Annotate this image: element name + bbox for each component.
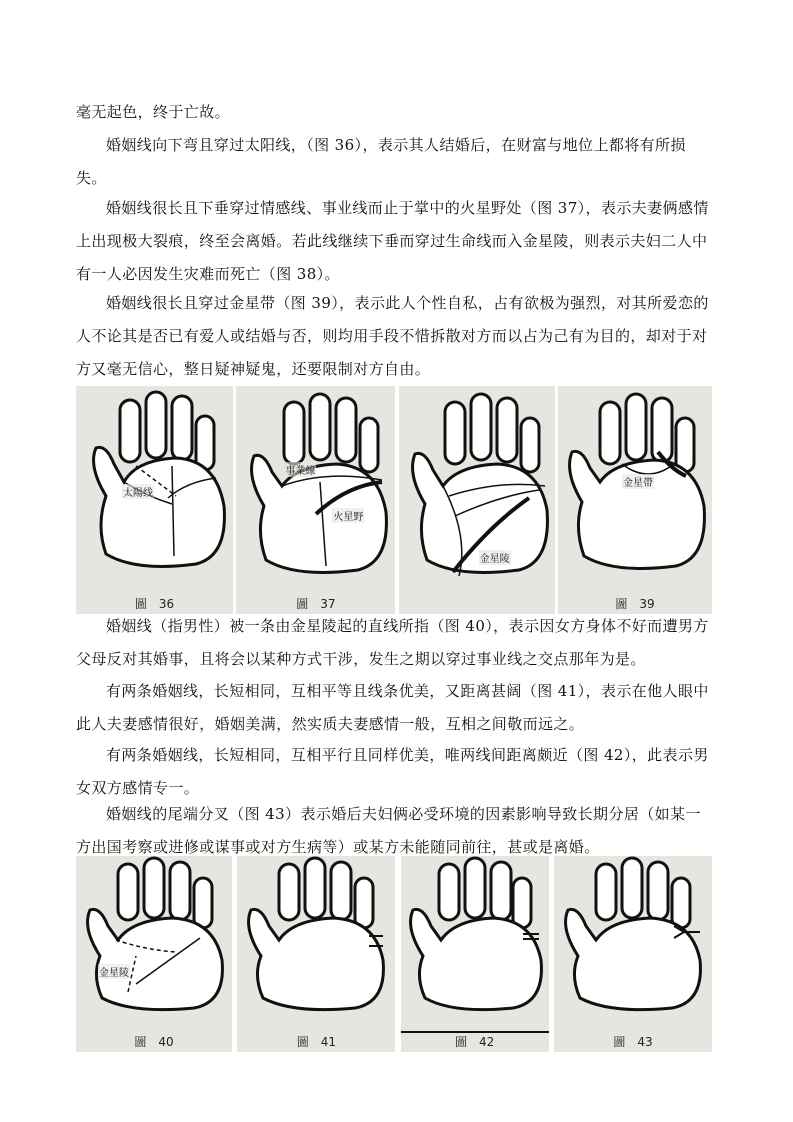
figure-37 (236, 386, 395, 614)
figure-42 (401, 856, 549, 1052)
palm-diagram-icon (554, 856, 712, 1052)
figure-40-caption: 圖 40 (134, 1035, 174, 1049)
palm-diagram-icon (237, 856, 395, 1052)
palm-diagram-icon (558, 386, 712, 614)
figure-40 (76, 856, 232, 1052)
label-sun-line: 太陽线 (122, 484, 154, 499)
palm-diagram-icon (76, 856, 232, 1052)
figure-37-caption: 圖 37 (296, 597, 336, 611)
paragraph-1: 毫无起色，终于亡故。 (76, 103, 231, 121)
figure-43 (554, 856, 712, 1052)
palm-diagram-icon (401, 856, 549, 1052)
palm-diagram-icon (76, 386, 233, 614)
paragraph-2: 婚姻线向下弯且穿过太阳线，（图 36），表示其人结婚后，在财富与地位上都将有所损失。 (76, 136, 686, 187)
paragraph-3: 婚姻线很长且下垂穿过情感线、事业线而止于掌中的火星野处（图 37），表示夫妻俩感情上出现极大裂痕，终至会离婚。若此线继续下垂而穿过生命线而入金星陵，则表示夫妇二人中有一人必因发生灾难而死亡（图 38）。 (76, 199, 709, 283)
palm-diagram-icon (236, 386, 395, 614)
paragraph-6: 有两条婚姻线，长短相同，互相平等且线条优美，又距离甚阔（图 41），表示在他人眼中此人夫妻感情很好，婚姻美满，然实质夫妻感情一般，互相之间敬而远之。 (76, 682, 709, 733)
label-venus-mount: 金星陵 (479, 550, 511, 565)
figure-36-caption: 圖 36 (134, 597, 175, 611)
figure-41 (237, 856, 395, 1052)
figure-39 (558, 386, 712, 614)
figure-39-caption: 圖 39 (615, 597, 655, 611)
figure-38 (399, 386, 555, 614)
figure-row-top (76, 386, 712, 614)
paragraph-5: 婚姻线（指男性）被一条由金星陵起的直线所指（图 40），表示因女方身体不好而遭男方父母反对其婚事，且将会以某种方式干涉，发生之期以穿过事业线之交点那年为是。 (76, 617, 709, 668)
figure-43-caption: 圖 43 (613, 1035, 653, 1049)
paragraph-8: 婚姻线的尾端分叉（图 43）表示婚后夫妇俩必受环境的因素影响导致长期分居（如某一方出国考察或进修或谋事或对方生病等）或某方未能随同前往，甚或是离婚。 (76, 805, 701, 856)
figure-42-caption: 圖 42 (455, 1035, 495, 1049)
palm-diagram-icon (399, 386, 555, 614)
label-career-line: 事業線 (284, 462, 316, 477)
label-venus-belt: 金星帶 (622, 474, 654, 489)
paragraph-4: 婚姻线很长且穿过金星带（图 39），表示此人个性自私，占有欲极为强烈，对其所爱恋的人不论其是否已有爱人或结婚与否，则均用手段不惜拆散对方而以占为己有为目的，却对于对方又毫无信心，整日疑神疑鬼，还要限制对方自由。 (76, 294, 709, 378)
paragraph-7: 有两条婚姻线，长短相同，互相平行且同样优美，唯两线间距离颇近（图 42），此表示男女双方感情专一。 (76, 746, 709, 797)
label-mars-field: 火星野 (332, 508, 364, 523)
figure-36 (76, 386, 233, 614)
figure-41-caption: 圖 41 (296, 1035, 336, 1049)
label-venus-mount-40: 金星陵 (98, 964, 130, 979)
figure-row-bottom (76, 856, 712, 1052)
